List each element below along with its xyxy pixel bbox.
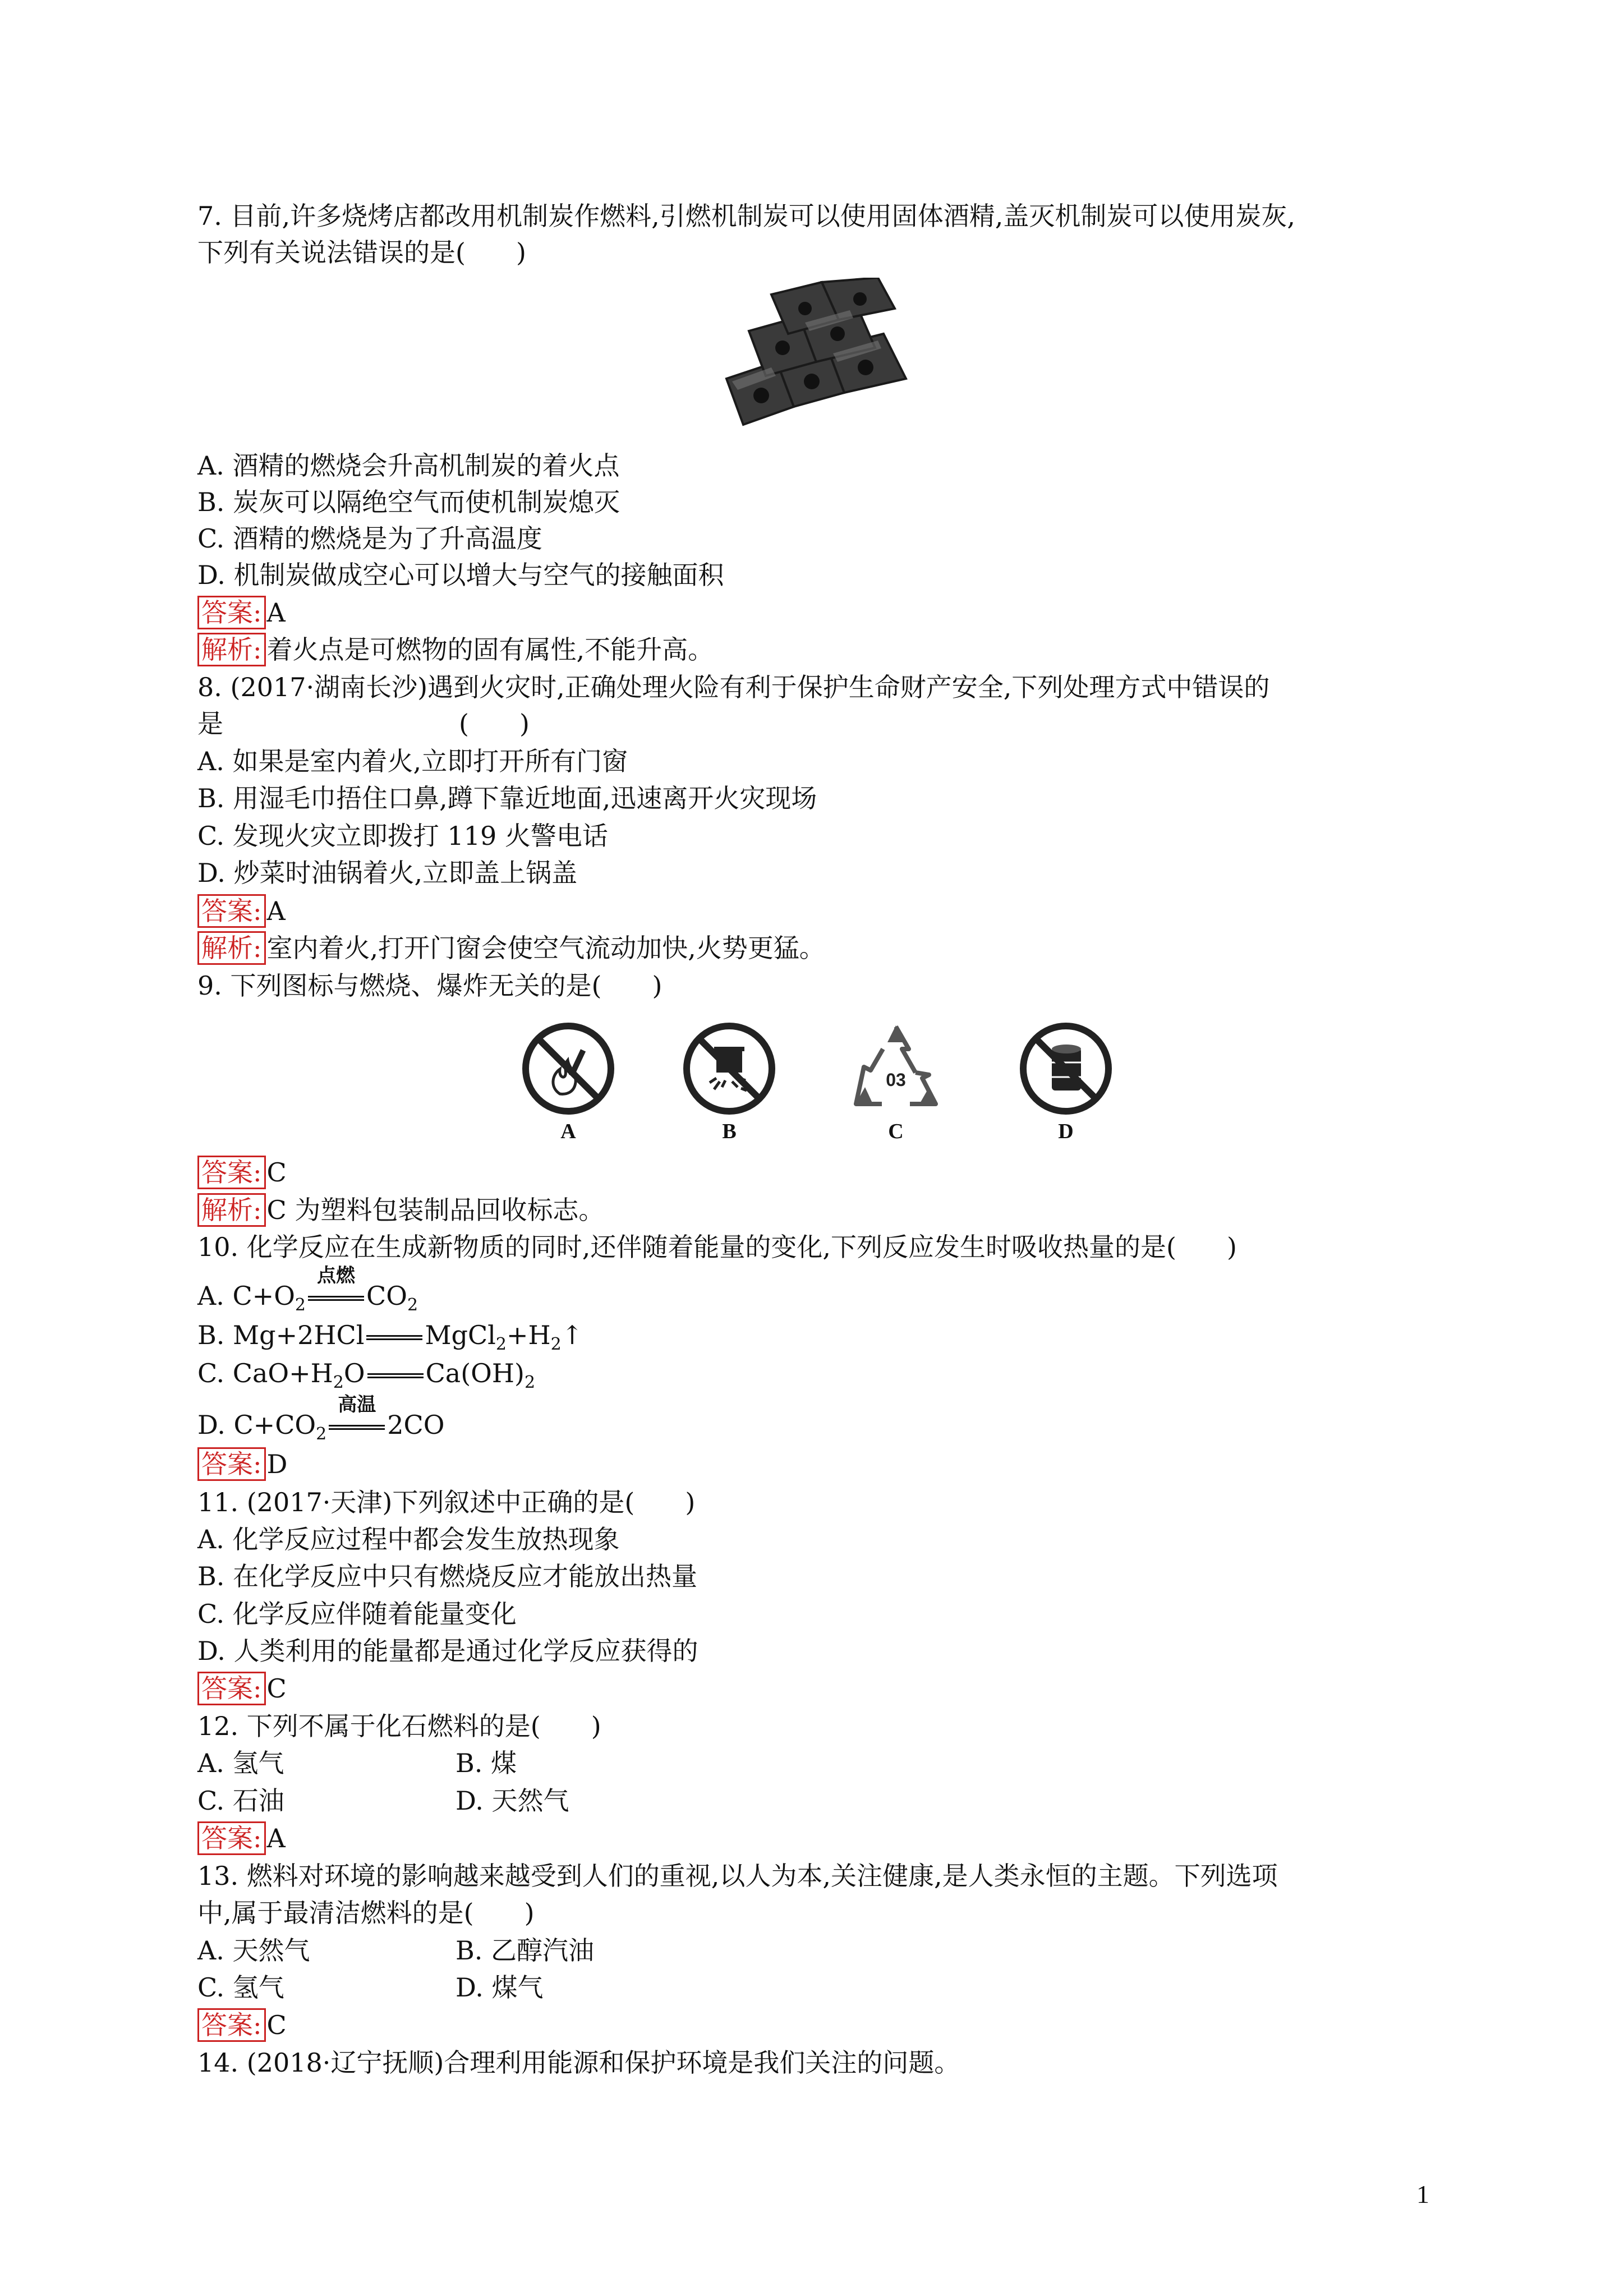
q13-stem-line1: 13. 燃料对环境的影响越来越受到人们的重视,以人为本,关注健康,是人类永恒的主题。下列选项 (197, 1861, 1278, 1891)
q12-option-c: C. 石油 (197, 1786, 284, 1816)
q11-option-c: C. 化学反应伴随着能量变化 (197, 1599, 517, 1629)
answer-tag: 答案: (197, 894, 266, 928)
answer-tag: 答案: (197, 1821, 266, 1855)
recycling-sign-icon (848, 1020, 944, 1115)
q12-stem: 12. 下列不属于化石燃料的是( ) (197, 1711, 601, 1741)
q11-option-d: D. 人类利用的能量都是通过化学反应获得的 (197, 1636, 698, 1666)
analysis-tag: 解析: (197, 633, 266, 666)
recycle-code: 03 (886, 1070, 906, 1090)
q12-option-b: B. 煤 (456, 1748, 517, 1778)
charcoal-briquettes-image (715, 278, 920, 440)
q8-answer: 答案: A (197, 894, 286, 928)
q10-option-c: C. $CaO+H_2O$ $Ca(OH)_2$ (197, 1358, 536, 1392)
answer-tag: 答案: (197, 2008, 266, 2042)
q9-analysis: 解析: C 为塑料包装制品回收标志。 (197, 1193, 604, 1227)
answer-tag: 答案: (197, 1447, 266, 1481)
q8-stem-line1: 8. (2017·湖南长沙)遇到火灾时,正确处理火险有利于保护生命财产安全,下列处理方式中错误的 (197, 672, 1270, 702)
q13-option-d: D. 煤气 (456, 1972, 544, 2003)
q7-option-d: D. 机制炭做成空心可以增大与空气的接触面积 (197, 560, 724, 590)
q7-stem-line2: 下列有关说法错误的是( ) (197, 237, 526, 268)
q7-option-b: B. 炭灰可以隔绝空气而使机制炭熄灭 (197, 487, 620, 517)
analysis-tag: 解析: (197, 1193, 266, 1227)
q9-answer: 答案: C (197, 1156, 287, 1189)
q12-options-row2 (197, 1784, 569, 1818)
sign-label-d: D (1058, 1120, 1074, 1143)
q8-option-a: A. 如果是室内着火,立即打开所有门窗 (197, 746, 628, 776)
q8-option-b: B. 用湿毛巾捂住口鼻,蹲下靠近地面,迅速离开火灾现场 (197, 783, 817, 813)
q14-stem: 14. (2018·辽宁抚顺)合理利用能源和保护环境是我们关注的问题。 (197, 2047, 960, 2078)
answer-tag: 答案: (197, 1672, 266, 1705)
answer-tag: 答案: (197, 1156, 266, 1189)
q9-stem: 9. 下列图标与燃烧、爆炸无关的是( ) (197, 970, 663, 1001)
q7-answer: 答案: A (197, 596, 286, 629)
reaction-condition: 点燃 (317, 1264, 356, 1287)
q10-stem: 10. 化学反应在生成新物质的同时,还伴随着能量的变化,下列反应发生时吸收热量的是( ) (197, 1232, 1237, 1262)
gas-arrow-icon: ↑ (561, 1320, 583, 1350)
reaction-condition: 高温 (338, 1393, 376, 1416)
page-number: 1 (1416, 2180, 1429, 2208)
analysis-tag: 解析: (197, 931, 266, 965)
q10-answer: 答案: D (197, 1447, 287, 1481)
no-fireworks-sign-icon (682, 1021, 777, 1116)
q7-stem-line1: 7. 目前,许多烧烤店都改用机制炭作燃料,引燃机制炭可以使用固体酒精,盖灭机制炭可以使用炭灰, (197, 201, 1295, 231)
q10-option-a: A. $C+O_2$ 点燃 $CO_2$ (197, 1279, 418, 1313)
q8-analysis: 解析: 室内着火,打开门窗会使空气流动加快,火势更猛。 (197, 931, 825, 965)
q11-option-b: B. 在化学反应中只有燃烧反应才能放出热量 (197, 1561, 698, 1591)
q10-option-b: B. Mg+2HCl $MgCl_2+H_2↑$ (197, 1320, 583, 1354)
q11-stem: 11. (2017·天津)下列叙述中正确的是( ) (197, 1487, 696, 1517)
sign-label-b: B (722, 1120, 737, 1143)
q7-analysis: 解析: 着火点是可燃物的固有属性,不能升高。 (197, 633, 714, 666)
q13-options-row1 (197, 1934, 595, 1967)
q8-stem-line2: 是 ( ) (197, 708, 530, 739)
q13-option-c: C. 氢气 (197, 1972, 284, 2003)
q13-answer: 答案: C (197, 2008, 287, 2042)
q13-stem-line2: 中,属于最清洁燃料的是( ) (197, 1898, 535, 1928)
q11-answer: 答案: C (197, 1672, 287, 1705)
no-flammable-materials-sign-icon (1018, 1021, 1114, 1116)
q11-option-a: A. 化学反应过程中都会发生放热现象 (197, 1524, 620, 1554)
q7-option-a: A. 酒精的燃烧会升高机制炭的着火点 (197, 450, 620, 481)
q13-option-b: B. 乙醇汽油 (456, 1935, 595, 1966)
sign-label-c: C (888, 1120, 904, 1143)
q13-options-row2 (197, 1971, 544, 2004)
q12-option-d: D. 天然气 (456, 1786, 569, 1816)
no-open-flame-sign-icon (521, 1021, 616, 1116)
answer-tag: 答案: (197, 596, 266, 629)
q13-option-a: A. 天然气 (197, 1935, 310, 1966)
q8-option-c: C. 发现火灾立即拨打 119 火警电话 (197, 821, 608, 851)
sign-label-a: A (560, 1120, 576, 1143)
q8-option-d: D. 炒菜时油锅着火,立即盖上锅盖 (197, 858, 578, 888)
q7-option-c: C. 酒精的燃烧是为了升高温度 (197, 523, 542, 554)
q12-options-row1 (197, 1746, 517, 1780)
q10-option-d: D. $C+CO_2$ 高温 2CO (197, 1408, 444, 1442)
q12-answer: 答案: A (197, 1821, 286, 1855)
q12-option-a: A. 氢气 (197, 1748, 284, 1778)
